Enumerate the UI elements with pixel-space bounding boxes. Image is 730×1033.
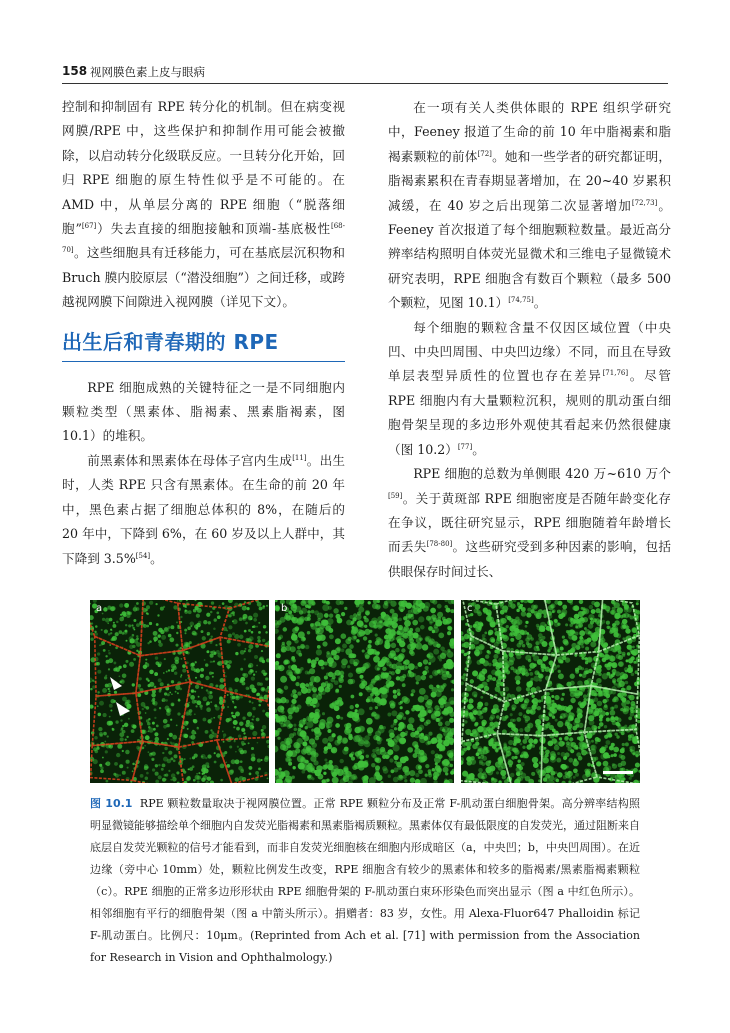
page-number: 158 — [62, 64, 88, 78]
left-paragraph-3: 前黑素体和黑素体在母体子宫内生成[11]。出生时，人类 RPE 只含有黑素体。在生命的前 20 年中，黑色素占据了细胞总体积的 8%，在随后的 20 年中，下降到 6%，在 60 岁及以上人群中，其下降到 3.5%[54]。 — [62, 452, 345, 566]
heading-rule — [62, 361, 345, 362]
citation: [78-80] — [426, 540, 453, 549]
section-heading — [62, 323, 345, 362]
micrograph-b-image — [275, 600, 454, 783]
figure-10-1 — [90, 600, 640, 783]
citation: [11] — [292, 453, 307, 462]
citation: [74,75] — [508, 296, 534, 305]
right-column — [388, 96, 671, 584]
left-column — [62, 95, 345, 571]
page-header — [62, 62, 668, 84]
micrograph-c-image — [461, 600, 640, 783]
citation: [71,76] — [602, 369, 629, 378]
micrograph-a-image — [90, 600, 269, 783]
figure-caption — [90, 793, 640, 969]
left-paragraph-1: 控制和抑制固有 RPE 转分化的机制。但在病变视网膜/RPE 中，这些保护和抑制作用可能会被撤除，以启动转分化级联反应。一旦转分化开始，回归 RPE 细胞的原生特性似乎是不可能的。在 AMD 中，从单层分离的 RPE 细胞（“脱落细胞”[67]）失去直接的细胞接触和顶端-基底极性[68-70]。这些细胞具有迁移能力，可在基底层沉积物和 Bruch 膜内胶原层（“潜没细胞”）之间迁移，或跨越视网膜下间隙进入视网膜（详见下文）。 — [62, 99, 345, 310]
right-paragraph-3: RPE 细胞的总数为单侧眼 420 万~610 万个[59]。关于黄斑部 RPE 细胞密度是否随年龄变化存在争议，既往研究显示，RPE 细胞随着年龄增长而丢失[78-80]。这些研究受到多种因素的影响，包括供眼保存时间过长、 — [388, 466, 672, 579]
citation: [54] — [135, 551, 151, 560]
citation: [72] — [477, 149, 492, 158]
micrograph-panel-b — [275, 600, 454, 783]
panel-label-c: c — [467, 603, 473, 614]
micrograph-panel-a — [90, 600, 269, 783]
panel-label-b: b — [281, 603, 288, 614]
panel-label-a: a — [96, 603, 103, 614]
right-paragraph-2: 每个细胞的颗粒含量不仅因区域位置（中央凹、中央凹周围、中央凹边缘）不同，而且在导致单层表型异质性的位置也存在差异[71,76]。尽管 RPE 细胞内有大量颗粒沉积，规则的肌动蛋白细胞骨架呈现的多边形外观使其看起来仍然很健康（图 10.2）[77]。 — [388, 319, 672, 457]
citation: [72,73] — [631, 198, 658, 207]
left-paragraph-2: RPE 细胞成熟的关键特征之一是不同细胞内颗粒类型（黑素体、脂褐素、黑素脂褐素，图 10.1）的堆积。 — [62, 379, 345, 444]
citation: [59] — [388, 491, 403, 500]
citation: [67] — [81, 221, 97, 230]
header-rule — [62, 83, 668, 84]
running-title: 视网膜色素上皮与眼病 — [90, 65, 205, 79]
micrograph-panel-c — [461, 600, 640, 783]
citation: [68-70] — [62, 221, 345, 255]
right-paragraph-1: 在一项有关人类供体眼的 RPE 组织学研究中，Feeney 报道了生命的前 10 年中脂褐素和脂褐素颗粒的前体[72]。她和一些学者的研究都证明，脂褐素累积在青春期显著增加，在 20~40 岁累积减缓，在 40 岁之后出现第二次显著增加[72,73]。Feeney 首次报道了每个细胞颗粒数量。最近高分辨率结构照明自体荧光显微术和三维电子显微镜术研究表明，RPE 细胞含有数百个颗粒（最多 500 个颗粒，见图 10.1）[74,75]。 — [388, 100, 672, 311]
scale-bar — [603, 771, 633, 774]
caption-label: 图 10.1 — [90, 797, 133, 810]
section-title: 出生后和青春期的 RPE — [62, 329, 279, 354]
citation: [77] — [457, 442, 473, 451]
caption-text: RPE 颗粒数量取决于视网膜位置。正常 RPE 颗粒分布及正常 F-肌动蛋白细胞骨架。高分辨率结构照明显微镜能够描绘单个细胞内自发荧光脂褐素和黑素脂褐质颗粒。黑素体仅有最低限度的自发荧光，通过阻断来自底层自发荧光颗粒的信号才能看到，而非自发荧光细胞核在细胞内形成暗区（a，中央凹；b，中央凹周围）。在近边缘（旁中心 10mm）处，颗粒比例发生改变，RPE 细胞含有较少的黑素体和较多的脂褐素/黑素脂褐素颗粒（c）。RPE 细胞的正常多边形形状由 RPE 细胞骨架的 F-肌动蛋白束环形染色而突出显示（图 a 中红色所示）。相邻细胞有平行的细胞骨架（图 a 中箭头所示）。捐赠者：83 岁，女性。用 Alexa-Fluor647 Phalloidin 标记 F-肌动蛋白。比例尺：10μm。(Reprinted from Ach et al. [71] with permission from the Association for Research in Vision and Ophthalmology.) — [90, 797, 640, 964]
